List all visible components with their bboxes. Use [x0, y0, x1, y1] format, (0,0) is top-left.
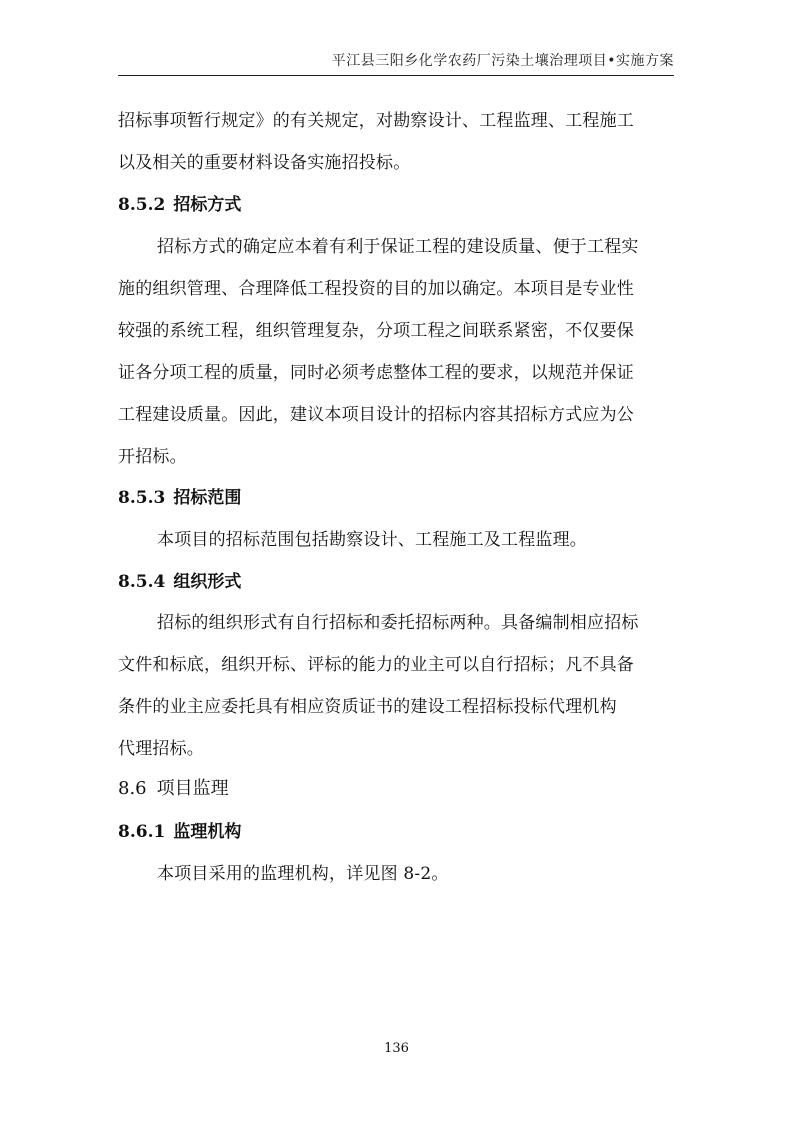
running-header: 平江县三阳乡化学农药厂污染土壤治理项目•实施方案	[331, 53, 674, 69]
paragraph-line: 代理招标。	[118, 739, 204, 759]
section-number: 8.5.2	[118, 195, 166, 215]
section-heading-8-5-4	[118, 567, 241, 592]
section-heading-8-6	[118, 774, 229, 800]
section-title: 项目监理	[156, 778, 229, 799]
paragraph-line: 证各分项工程的质量，同时必须考虑整体工程的要求，以规范并保证	[118, 363, 634, 383]
paragraph-line: 招标的组织形式有自行招标和委托招标两种。具备编制相应招标	[157, 613, 639, 633]
section-title: 组织形式	[173, 572, 242, 592]
paragraph-line: 以及相关的重要材料设备实施招投标。	[118, 153, 411, 173]
paragraph-line: 施的组织管理、合理降低工程投资的目的加以确定。本项目是专业性	[118, 279, 634, 299]
section-title: 招标范围	[173, 488, 242, 508]
section-title: 监理机构	[173, 822, 242, 842]
section-number: 8.6.1	[118, 822, 166, 842]
section-heading-8-6-1	[118, 817, 241, 842]
page-number: 136	[384, 1041, 409, 1056]
paragraph-line: 文件和标底，组织开标、评标的能力的业主可以自行招标；凡不具备	[118, 655, 634, 675]
section-title: 招标方式	[173, 195, 242, 215]
paragraph-line: 条件的业主应委托具有相应资质证书的建设工程招标投标代理机构	[118, 697, 617, 717]
header-divider	[118, 75, 674, 76]
section-heading-8-5-3	[118, 483, 241, 508]
paragraph-line: 较强的系统工程，组织管理复杂，分项工程之间联系紧密，不仅要保	[118, 321, 634, 341]
paragraph-line: 招标事项暂行规定》的有关规定，对勘察设计、工程监理、工程施工	[118, 111, 634, 131]
section-number: 8.5.4	[118, 572, 166, 592]
paragraph-line: 本项目的招标范围包括勘察设计、工程施工及工程监理。	[157, 530, 587, 550]
paragraph-line: 本项目采用的监理机构，详见图 8-2。	[157, 864, 449, 884]
paragraph-line: 开招标。	[118, 447, 187, 467]
section-number: 8.6	[118, 778, 147, 799]
paragraph-line: 招标方式的确定应本着有利于保证工程的建设质量、便于工程实	[157, 237, 639, 257]
paragraph-line: 工程建设质量。因此，建议本项目设计的招标内容其招标方式应为公	[118, 405, 634, 425]
section-number: 8.5.3	[118, 488, 166, 508]
section-heading-8-5-2	[118, 190, 241, 215]
